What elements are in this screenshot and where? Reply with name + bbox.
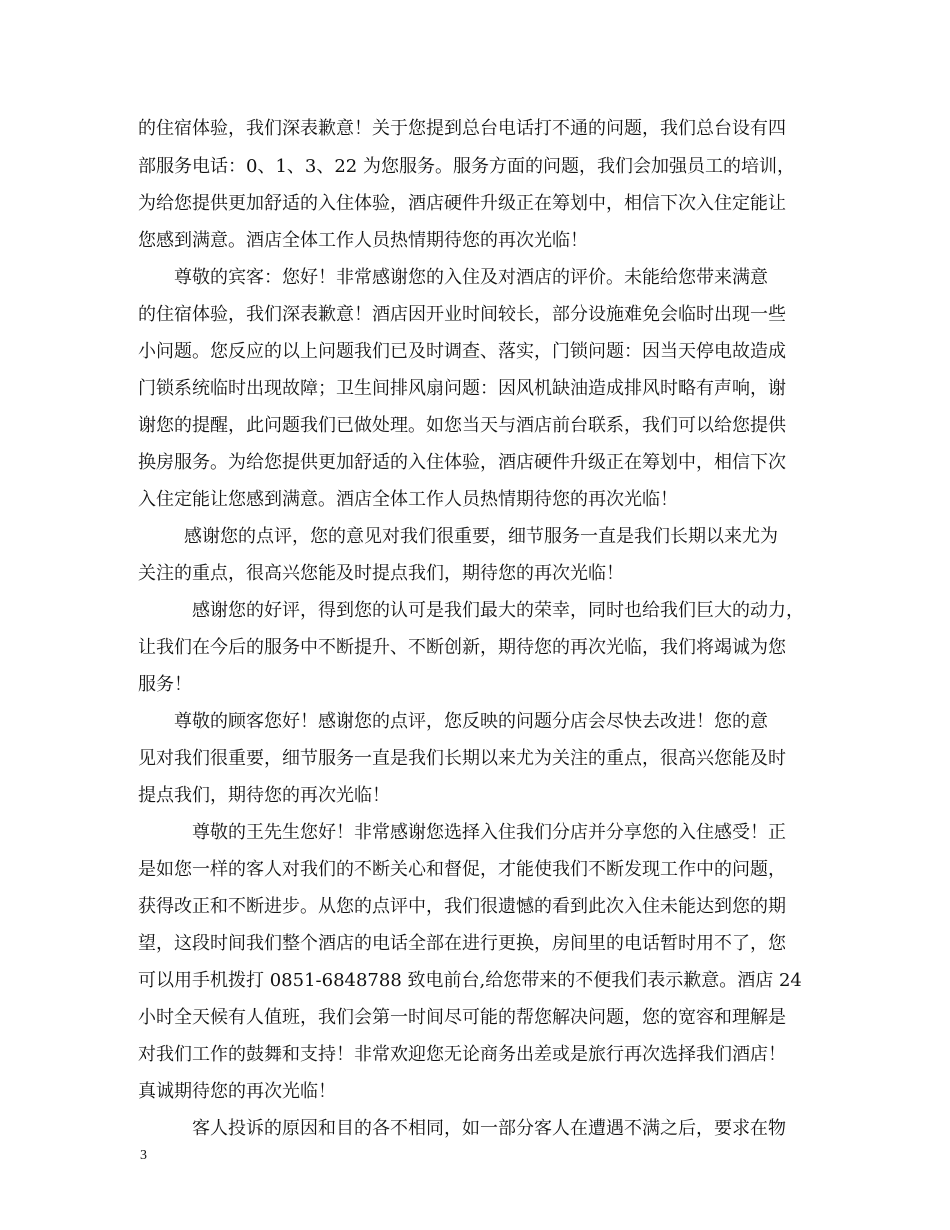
text-line: 见对我们很重要，细节服务一直是我们长期以来尤为关注的重点，很高兴您能及时 <box>138 748 786 769</box>
text-line: 为给您提供更加舒适的入住体验，酒店硬件升级正在筹划中，相信下次入住定能让 <box>138 193 786 214</box>
text-line: 小时全天候有人值班，我们会第一时间尽可能的帮您解决问题，您的宽容和理解是 <box>138 1007 786 1028</box>
text-line: 提点我们，期待您的再次光临！ <box>138 785 390 806</box>
text-line: 入住定能让您感到满意。酒店全体工作人员热情期待您的再次光临！ <box>138 489 678 510</box>
text-line: 对我们工作的鼓舞和支持！非常欢迎您无论商务出差或是旅行再次选择我们酒店！ <box>138 1044 786 1065</box>
text-line: 是如您一样的客人对我们的不断关心和督促，才能使我们不断发现工作中的问题， <box>138 859 786 880</box>
text-line: 获得改正和不断进步。从您的点评中，我们很遗憾的看到此次入住未能达到您的期 <box>138 896 786 917</box>
text-line: 的住宿体验，我们深表歉意！关于您提到总台电话打不通的问题，我们总台设有四 <box>138 118 786 139</box>
text-line: 望，这段时间我们整个酒店的电话全部在进行更换，房间里的电话暂时用不了，您 <box>138 933 786 954</box>
paragraph-first-line: 尊敬的宾客：您好！非常感谢您的入住及对酒店的评价。未能给您带来满意 <box>174 267 768 288</box>
text-line: 换房服务。为给您提供更加舒适的入住体验，酒店硬件升级正在筹划中，相信下次 <box>138 452 786 473</box>
text-line: 小问题。您反应的以上问题我们已及时调查、落实，门锁问题：因当天停电故造成 <box>138 341 786 362</box>
text-line: 关注的重点，很高兴您能及时提点我们，期待您的再次光临！ <box>138 563 624 584</box>
text-line: 可以用手机拨打 0851-6848788 致电前台,给您带来的不便我们表示歉意。酒店 24 <box>138 970 802 991</box>
paragraph-first-line: 尊敬的王先生您好！非常感谢您选择入住我们分店并分享您的入住感受！正 <box>192 822 786 843</box>
page-number: 3 <box>140 1148 147 1163</box>
paragraph-first-line: 客人投诉的原因和目的各不相同，如一部分客人在遭遇不满之后，要求在物 <box>192 1118 786 1139</box>
text-line: 谢您的提醒，此问题我们已做处理。如您当天与酒店前台联系，我们可以给您提供 <box>138 415 786 436</box>
text-line: 门锁系统临时出现故障；卫生间排风扇问题：因风机缺油造成排风时略有声响，谢 <box>138 378 786 399</box>
text-line: 真诚期待您的再次光临！ <box>138 1081 336 1102</box>
paragraph-first-line: 感谢您的点评，您的意见对我们很重要，细节服务一直是我们长期以来尤为 <box>184 526 778 547</box>
text-line: 部服务电话：0、1、3、22 为您服务。服务方面的问题，我们会加强员工的培训， <box>138 156 795 177</box>
text-line: 服务！ <box>138 674 192 695</box>
text-line: 的住宿体验，我们深表歉意！酒店因开业时间较长，部分设施难免会临时出现一些 <box>138 304 786 325</box>
paragraph-first-line: 感谢您的好评，得到您的认可是我们最大的荣幸，同时也给我们巨大的动力， <box>192 600 804 621</box>
paragraph-first-line: 尊敬的顾客您好！感谢您的点评，您反映的问题分店会尽快去改进！您的意 <box>174 711 768 732</box>
text-line: 您感到满意。酒店全体工作人员热情期待您的再次光临！ <box>138 230 588 251</box>
text-line: 让我们在今后的服务中不断提升、不断创新，期待您的再次光临，我们将竭诚为您 <box>138 637 786 658</box>
